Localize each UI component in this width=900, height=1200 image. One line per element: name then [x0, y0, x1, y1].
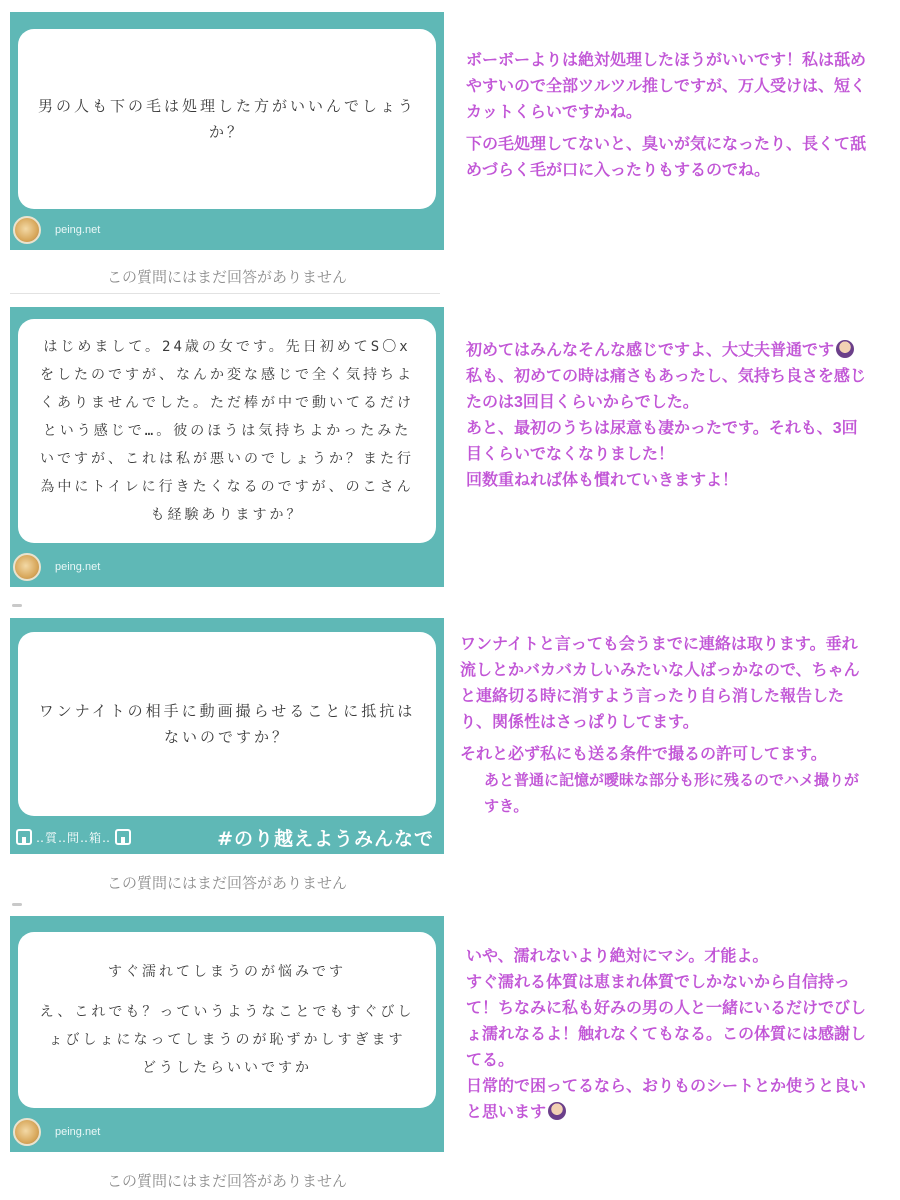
- avatar: [13, 553, 41, 581]
- hashtag: #のり越えようみんなで: [217, 827, 434, 850]
- answer-text: 初めてはみんなそんな感じですよ、大丈夫普通です: [466, 342, 835, 359]
- card-footer-4: [10, 1112, 444, 1152]
- woman-gesturing-ok-emoji-icon: [836, 340, 854, 358]
- avatar: [13, 216, 41, 244]
- divider-mark: [12, 604, 22, 607]
- answer-paragraph: 私も、初めての時は痛さもあったし、気持ち良さを感じたのは3回目くらいからでした。: [466, 368, 866, 411]
- banner-label: ‥質‥問‥箱‥: [36, 830, 112, 845]
- answer-4: [466, 944, 866, 1126]
- answer-paragraph: [466, 338, 866, 364]
- answer-paragraph: あと、最初のうちは尿意も凄かったです。それも、3回目くらいでなくなりました！: [466, 420, 858, 463]
- box-icon: [16, 829, 32, 845]
- answer-paragraph: それと必ず私にも送る条件で撮るの許可してます。: [460, 746, 827, 763]
- divider-mark: [12, 903, 22, 906]
- question-card-1: [10, 12, 444, 250]
- card-footer-2: [10, 547, 444, 587]
- divider: [10, 293, 440, 294]
- woman-gesturing-ok-emoji-icon: [548, 1102, 566, 1120]
- answer-paragraph: いや、濡れないより絶対にマシ。才能よ。: [466, 948, 769, 965]
- answer-1: [466, 48, 866, 184]
- site-label: peing.net: [55, 224, 101, 236]
- card-footer-1: [10, 210, 444, 250]
- answer-paragraph: [466, 1074, 866, 1126]
- question-card-2: [10, 307, 444, 587]
- no-answer-notice-3: この質問にはまだ回答がありません: [106, 875, 347, 892]
- question-line: すぐ濡れてしまうのが悩みです: [108, 964, 346, 980]
- answer-text: 日常的で困ってるなら、おりものシートとか使うと良いと思います: [466, 1078, 867, 1121]
- answer-paragraph: ワンナイトと言っても会うまでに連絡は取ります。垂れ流しとかバカバカしいみたいな人ばっかなので、ちゃんと連絡切る時に消すよう言ったり自ら消した報告したり、関係性はさっぱりしてます。: [460, 636, 860, 731]
- question-card-3: [10, 618, 444, 854]
- question-box-banner: [10, 820, 444, 854]
- answer-paragraph: すぐ濡れる体質は恵まれ体質でしかないから自信持って！ちなみに私も好みの男の人と一緒にいるだけでびしょ濡れなるよ！触れなくてもなる。この体質には感謝してる。: [466, 974, 867, 1069]
- box-icon: [115, 829, 131, 845]
- question-card-4: [10, 916, 444, 1152]
- question-text-1: 男の人も下の毛は処理した方がいいんでしょうか？: [18, 29, 436, 209]
- answer-paragraph: 下の毛処理してないと、臭いが気になったり、長くて舐めづらく毛が口に入ったりもするのでね。: [466, 136, 867, 179]
- answer-paragraph: 回数重ねれば体も慣れていきますよ！: [466, 472, 739, 489]
- question-line: え、これでも？っていうようなことでもすぐびしょびしょになってしまうのが恥ずかしすぎます どうしたらいいですか: [39, 1004, 423, 1076]
- site-label: peing.net: [55, 561, 101, 573]
- answer-2: [466, 338, 866, 494]
- site-label: peing.net: [55, 1126, 101, 1138]
- question-text-3: ワンナイトの相手に動画撮らせることに抵抗はないのですか？: [18, 632, 436, 816]
- no-answer-notice-4: この質問にはまだ回答がありません: [106, 1173, 347, 1190]
- question-text-4: [18, 932, 436, 1108]
- answer-paragraph: ボーボーよりは絶対処理したほうがいいです！私は舐めやすいので全部ツルツル推しですが、万人受けは、短くカットくらいですかね。: [466, 52, 867, 121]
- avatar: [13, 1118, 41, 1146]
- answer-paragraph: あと普通に記憶が曖昧な部分も形に残るのでハメ撮りがすき。: [484, 772, 860, 815]
- no-answer-notice-1: この質問にはまだ回答がありません: [106, 269, 347, 286]
- question-text-2: はじめまして。24歳の女です。先日初めてS〇xをしたのですが、なんか変な感じで全く気持ちよくありませんでした。ただ棒が中で動いてるだけという感じで…。彼のほうは気持ちよかったみたいですが、これは私が悪いのでしょうか？また行為中にトイレに行きたくなるのですが、のこさんも経験ありますか？: [18, 319, 436, 543]
- answer-3: [460, 632, 870, 820]
